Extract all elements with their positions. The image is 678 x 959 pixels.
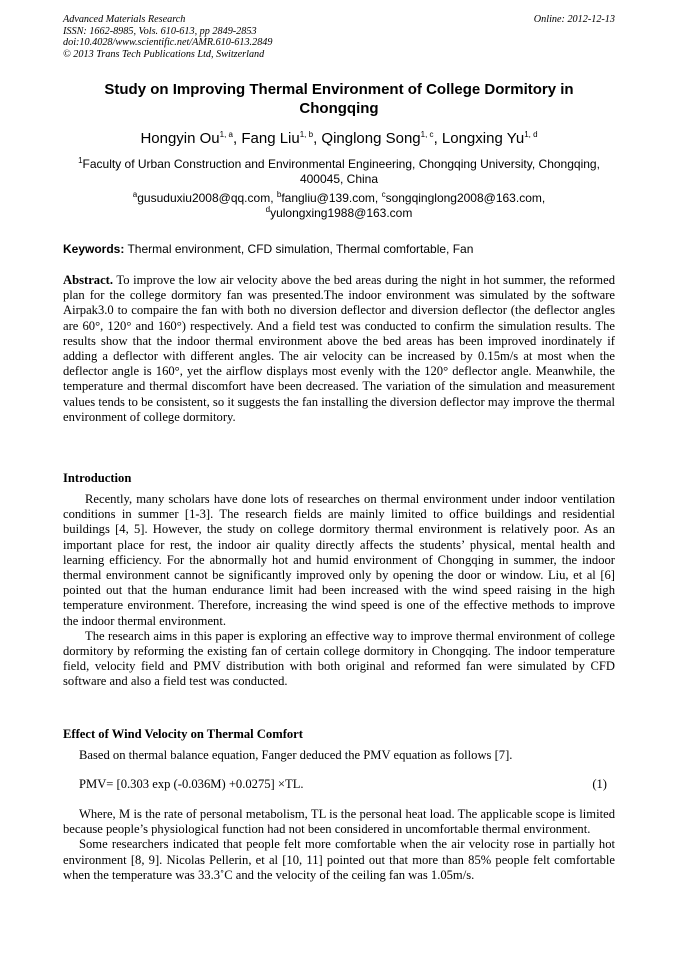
- author-sup: 1, d: [524, 130, 538, 139]
- email-sup: a: [132, 190, 138, 199]
- email-sup: c: [381, 190, 386, 199]
- keywords-text: Thermal environment, CFD simulation, Thermal comfortable, Fan: [124, 242, 474, 256]
- affiliation-text: Faculty of Urban Construction and Environmental Engineering, Chongqing University, Chongqing, 400045, China: [82, 157, 600, 186]
- email-link[interactable]: songqinglong2008@163.com,: [385, 191, 546, 205]
- wind-paragraph-2: Where, M is the rate of personal metabolism, TL is the personal heat load. The applicable scope is limited because people’s physiological function had not been considered in uncomfortable thermal environment.: [63, 807, 615, 837]
- author-sep: ,: [233, 130, 242, 147]
- issn-line: ISSN: 1662-8985, Vols. 610-613, pp 2849-2853: [63, 25, 257, 37]
- journal-name: Advanced Materials Research: [63, 14, 186, 25]
- email-link[interactable]: yulongxing1988@163.com: [270, 206, 413, 220]
- title-line-2: Chongqing: [299, 100, 379, 117]
- equation-text: PMV= [0.303 exp (-0.036M) +0.0275] ×TL.: [79, 777, 304, 791]
- author-emails: [63, 191, 615, 221]
- keywords: [63, 242, 615, 257]
- keywords-label: Keywords:: [63, 242, 125, 256]
- journal-header: [63, 14, 615, 60]
- equation-number: (1): [592, 777, 607, 791]
- doi-line: doi:10.4028/www.scientific.net/AMR.610-613.2849: [63, 37, 273, 48]
- author-sep: ,: [313, 130, 322, 147]
- email-link[interactable]: fangliu@139.com,: [281, 191, 382, 205]
- wind-section-heading: Effect of Wind Velocity on Thermal Comfort: [63, 727, 303, 741]
- author-name: Fang Liu: [241, 130, 300, 147]
- affiliation: [63, 157, 615, 187]
- affiliation-sup: 1: [78, 156, 83, 165]
- introduction-paragraph-2: The research aims in this paper is exploring an effective way to improve thermal environment of college dormitory by reforming the existing fan of certain college dormitory in Chongqing. The indoor temperature field, velocity field and PMV distribution with both original and reformed fan were simulated by CFD software and also a field test was conducted.: [63, 628, 615, 689]
- abstract-text: To improve the low air velocity above the bed areas during the night in hot summer, the reformed plan for the college dormitory fan was presented.The indoor environment was simulated by the software Airpak3.0 to compaire the fan with both no diversion deflector and diversion deflector (the deflector angles are 60°, 120° and 160°) respectively. And a field test was conducted to confirm the simulation results. The results show that the indoor thermal environment above the bed areas has been improved inordinately if adding a deflector with different angles. The air velocity can be increased by 0.15m/s at most when the deflector angle is 160°, yet the airflow displays most evenly with the 120° deflector angle. Meanwhile, the temperature and thermal discomfort have been decreased. The variation of the simulation and measurement values tends to be consistent, so it suggests the fan installing the diversion deflector may improve the thermal environment of college dormitory.: [63, 273, 615, 424]
- introduction-paragraph-1: Recently, many scholars have done lots of researches on thermal environment under indoor ventilation conditions in summer [1-3]. The research fields are mainly limited to office buildings and residential buildings [4, 5]. However, the study on college dormitory thermal environment is relatively poor. As an important place for rest, the indoor air quality directly affects the students’ physical, mental health and learning efficiency. For the abnormally hot and humid environment of Chongqing in summer, the indoor thermal environment cannot be significantly improved only by opening the door or window. Liu, et al [6] pointed out that the human endurance limit had been increased with the wind speed raising in the high temperature environment. Therefore, increasing the wind speed is one of the effective methods to improve the indoor thermal environment.: [63, 492, 615, 628]
- wind-section-body: [63, 807, 615, 883]
- author-list: [63, 130, 615, 148]
- paper-title: [63, 80, 615, 118]
- title-line-1: Study on Improving Thermal Environment of College Dormitory in: [104, 81, 574, 98]
- copyright-line: © 2013 Trans Tech Publications Ltd, Switzerland: [63, 48, 265, 60]
- email-link[interactable]: gusuduxiu2008@qq.com,: [137, 191, 277, 205]
- online-date: Online: 2012-12-13: [533, 14, 615, 25]
- wind-paragraph-1: Based on thermal balance equation, Fanger deduced the PMV equation as follows [7].: [79, 748, 513, 762]
- introduction-heading: Introduction: [63, 471, 132, 485]
- author-sup: 1, b: [299, 130, 314, 139]
- pmv-equation: [79, 777, 607, 792]
- introduction-body: [63, 492, 615, 690]
- wind-paragraph-3: Some researchers indicated that people felt more comfortable when the air velocity rose in partially hot environment [8, 9]. Nicolas Pellerin, et al [10, 11] pointed out that more than 85% people felt comfortable when the temperature was 33.3˚C and the velocity of the ceiling fan was 1.05m/s.: [63, 837, 615, 882]
- email-sup: d: [265, 205, 271, 214]
- abstract: [63, 273, 615, 425]
- author-name: Longxing Yu: [441, 130, 525, 147]
- author-sup: 1, c: [420, 130, 434, 139]
- author-sup: 1, a: [219, 130, 233, 139]
- author-name: Hongyin Ou: [140, 130, 220, 147]
- email-sup: b: [276, 190, 282, 199]
- author-name: Qinglong Song: [321, 130, 421, 147]
- abstract-label: Abstract.: [63, 273, 114, 287]
- author-sep: ,: [433, 130, 442, 147]
